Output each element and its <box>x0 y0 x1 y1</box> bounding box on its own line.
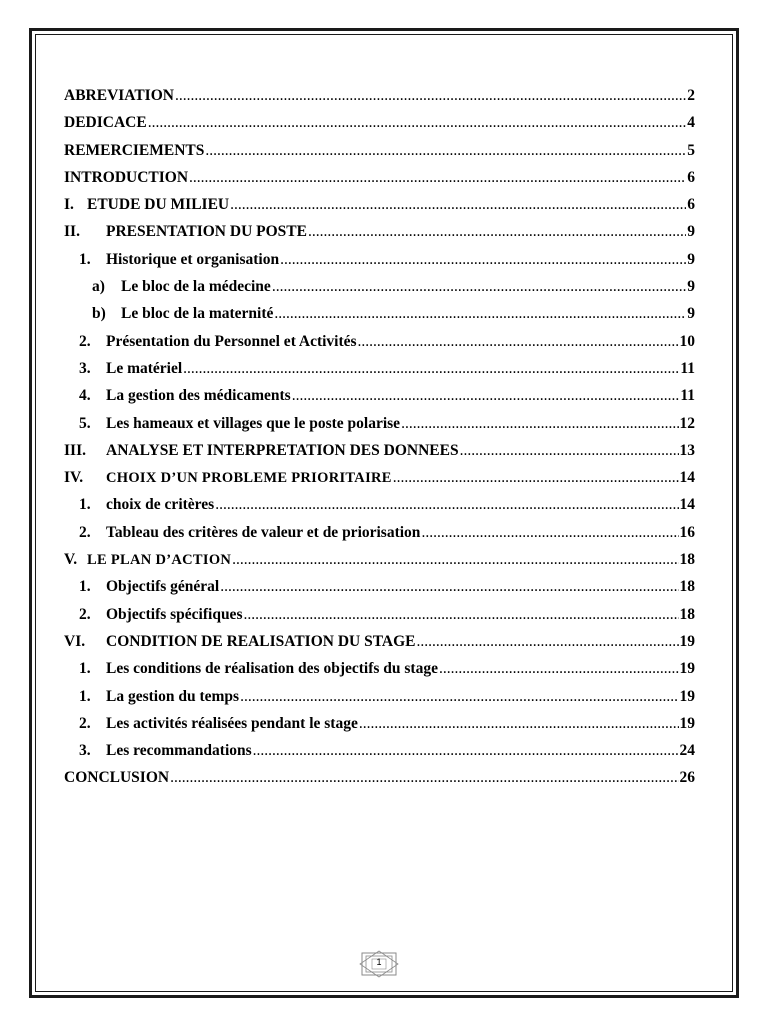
toc-entry-title: Le matériel <box>106 359 183 377</box>
dot-leader <box>358 328 679 355</box>
dot-leader <box>205 137 686 164</box>
dot-leader <box>460 437 679 464</box>
dot-leader <box>292 382 680 409</box>
toc-entry-number: 1. <box>79 250 91 268</box>
toc-entry-title: CONCLUSION <box>64 769 170 787</box>
dot-leader <box>393 464 679 491</box>
toc-entry-page: 11 <box>680 387 695 405</box>
dot-leader <box>220 573 678 600</box>
toc-entry-number: 2. <box>79 714 91 732</box>
toc-entry[interactable] <box>64 246 695 273</box>
toc-entry-title: REMERCIEMENTS <box>64 141 205 159</box>
toc-entry-number: 2. <box>79 605 91 623</box>
toc-entry-number: 1. <box>79 496 91 514</box>
toc-entry[interactable] <box>64 355 695 382</box>
toc-entry-page: 12 <box>679 414 695 432</box>
dot-leader <box>215 491 678 518</box>
toc-entry-title: Présentation du Personnel et Activités <box>106 332 357 350</box>
toc-entry[interactable] <box>64 82 695 109</box>
toc-entry-title: LE PLAN D’ACTION <box>87 552 232 569</box>
toc-entry-title: CONDITION DE REALISATION DU STAGE <box>106 632 416 650</box>
toc-entry[interactable] <box>64 491 695 518</box>
toc-entry-page: 13 <box>679 441 695 459</box>
toc-entry-title: Objectifs général <box>106 578 220 596</box>
toc-entry[interactable] <box>64 437 695 464</box>
toc-entry-number: 3. <box>79 359 91 377</box>
toc-entry-title: La gestion des médicaments <box>106 387 291 405</box>
toc-entry-page: 24 <box>679 742 695 760</box>
toc-entry-number: 1. <box>79 687 91 705</box>
toc-entry-page: 2 <box>687 87 695 104</box>
toc-entry-title: INTRODUCTION <box>64 168 189 186</box>
toc-entry-page: 9 <box>687 305 695 323</box>
toc-entry-page: 5 <box>687 141 695 159</box>
toc-entry-page: 19 <box>679 632 695 650</box>
toc-entry-page: 18 <box>679 605 695 623</box>
dot-leader <box>359 710 679 737</box>
toc-entry-title: ANALYSE ET INTERPRETATION DES DONNEES <box>106 441 459 459</box>
toc-entry-title: Objectifs spécifiques <box>106 605 243 623</box>
dot-leader <box>280 246 686 273</box>
toc-entry-title: Tableau des critères de valeur et de priorisation <box>106 523 421 541</box>
dot-leader <box>148 109 687 136</box>
toc-entry-page: 16 <box>679 523 695 541</box>
toc-entry-title: Les activités réalisées pendant le stage <box>106 714 358 732</box>
toc-entry-page: 26 <box>679 769 695 787</box>
dot-leader <box>170 764 678 791</box>
toc-entry-title: Les recommandations <box>106 742 252 760</box>
toc-entry[interactable] <box>64 300 695 327</box>
toc-entry-number: VI. <box>64 632 86 650</box>
dot-leader <box>189 164 686 191</box>
dot-leader <box>175 82 686 109</box>
toc-entry-page: 19 <box>679 660 695 678</box>
toc-entry-number: 1. <box>79 578 91 596</box>
toc-entry-number: a) <box>92 278 105 296</box>
toc-entry[interactable] <box>64 655 695 682</box>
toc-entry-title: Le bloc de la maternité <box>121 305 274 323</box>
toc-entry-title: ABREVIATION <box>64 87 174 104</box>
toc-entry-number: 5. <box>79 414 91 432</box>
toc-entry[interactable] <box>64 191 695 218</box>
toc-entry-number: 4. <box>79 387 91 405</box>
toc-entry-number: IV. <box>64 469 84 487</box>
toc-entry-title: Les conditions de réalisation des objectifs du stage <box>106 660 438 678</box>
toc-entry-title: La gestion du temps <box>106 687 240 705</box>
toc-entry-page: 10 <box>679 332 695 350</box>
toc-entry[interactable] <box>64 573 695 600</box>
toc-entry-number: II. <box>64 223 80 241</box>
toc-entry-number: V. <box>64 551 78 569</box>
toc-entry-page: 19 <box>679 714 695 732</box>
dot-leader <box>439 655 679 682</box>
toc-entry[interactable] <box>64 464 695 491</box>
toc-entry-page: 18 <box>679 551 695 569</box>
toc-entry-title: ETUDE DU MILIEU <box>87 196 230 214</box>
toc-entry-page: 4 <box>687 114 695 132</box>
toc-entry-title: Historique et organisation <box>106 250 280 268</box>
dot-leader <box>240 683 678 710</box>
toc-entry[interactable] <box>64 683 695 710</box>
dot-leader <box>183 355 679 382</box>
toc-entry-number: I. <box>64 196 74 214</box>
toc-entry[interactable] <box>64 519 695 546</box>
toc-entry-page: 6 <box>687 196 695 214</box>
toc-entry[interactable] <box>64 410 695 437</box>
toc-entry-page: 19 <box>679 687 695 705</box>
toc-entry[interactable] <box>64 601 695 628</box>
toc-entry-title: Le bloc de la médecine <box>121 278 271 296</box>
toc-entry[interactable] <box>64 137 695 164</box>
toc-entry-title: PRESENTATION DU POSTE <box>106 223 307 241</box>
toc-entry-title: CHOIX D’UN PROBLEME PRIORITAIRE <box>106 470 392 487</box>
toc-entry-title: choix de critères <box>106 496 215 514</box>
toc-entry[interactable] <box>64 382 695 409</box>
dot-leader <box>243 601 678 628</box>
toc-entry-page: 9 <box>687 278 695 296</box>
toc-entry-number: III. <box>64 441 86 459</box>
toc-entry[interactable] <box>64 328 695 355</box>
dot-leader <box>272 273 686 300</box>
toc-entry-page: 6 <box>687 168 695 186</box>
dot-leader <box>274 300 686 327</box>
toc-entry[interactable] <box>64 737 695 764</box>
dot-leader <box>417 628 679 655</box>
toc-entry-number: b) <box>92 305 106 323</box>
dot-leader <box>232 546 678 573</box>
dot-leader <box>308 218 686 245</box>
toc-entry-page: 11 <box>680 359 695 377</box>
toc-entry[interactable] <box>64 764 695 791</box>
table-of-contents <box>64 82 695 792</box>
toc-entry-number: 3. <box>79 742 91 760</box>
toc-entry-number: 2. <box>79 523 91 541</box>
toc-entry-page: 14 <box>679 496 695 514</box>
dot-leader <box>421 519 678 546</box>
toc-entry-number: 1. <box>79 660 91 678</box>
toc-entry-number: 2. <box>79 332 91 350</box>
toc-entry[interactable] <box>64 710 695 737</box>
dot-leader <box>230 191 686 218</box>
toc-entry[interactable] <box>64 628 695 655</box>
toc-entry[interactable] <box>64 164 695 191</box>
toc-entry-page: 9 <box>687 223 695 241</box>
toc-entry[interactable] <box>64 218 695 245</box>
page-number: 1 <box>376 957 382 967</box>
toc-entry-title: Les hameaux et villages que le poste polarise <box>106 414 401 432</box>
dot-leader <box>401 410 678 437</box>
toc-entry-page: 14 <box>679 469 695 487</box>
dot-leader <box>253 737 679 764</box>
toc-entry-title: DEDICACE <box>64 114 147 132</box>
page-number-badge <box>359 950 399 978</box>
toc-entry[interactable] <box>64 546 695 573</box>
toc-entry[interactable] <box>64 109 695 136</box>
toc-entry[interactable] <box>64 273 695 300</box>
toc-entry-page: 18 <box>679 578 695 596</box>
toc-entry-page: 9 <box>687 250 695 268</box>
